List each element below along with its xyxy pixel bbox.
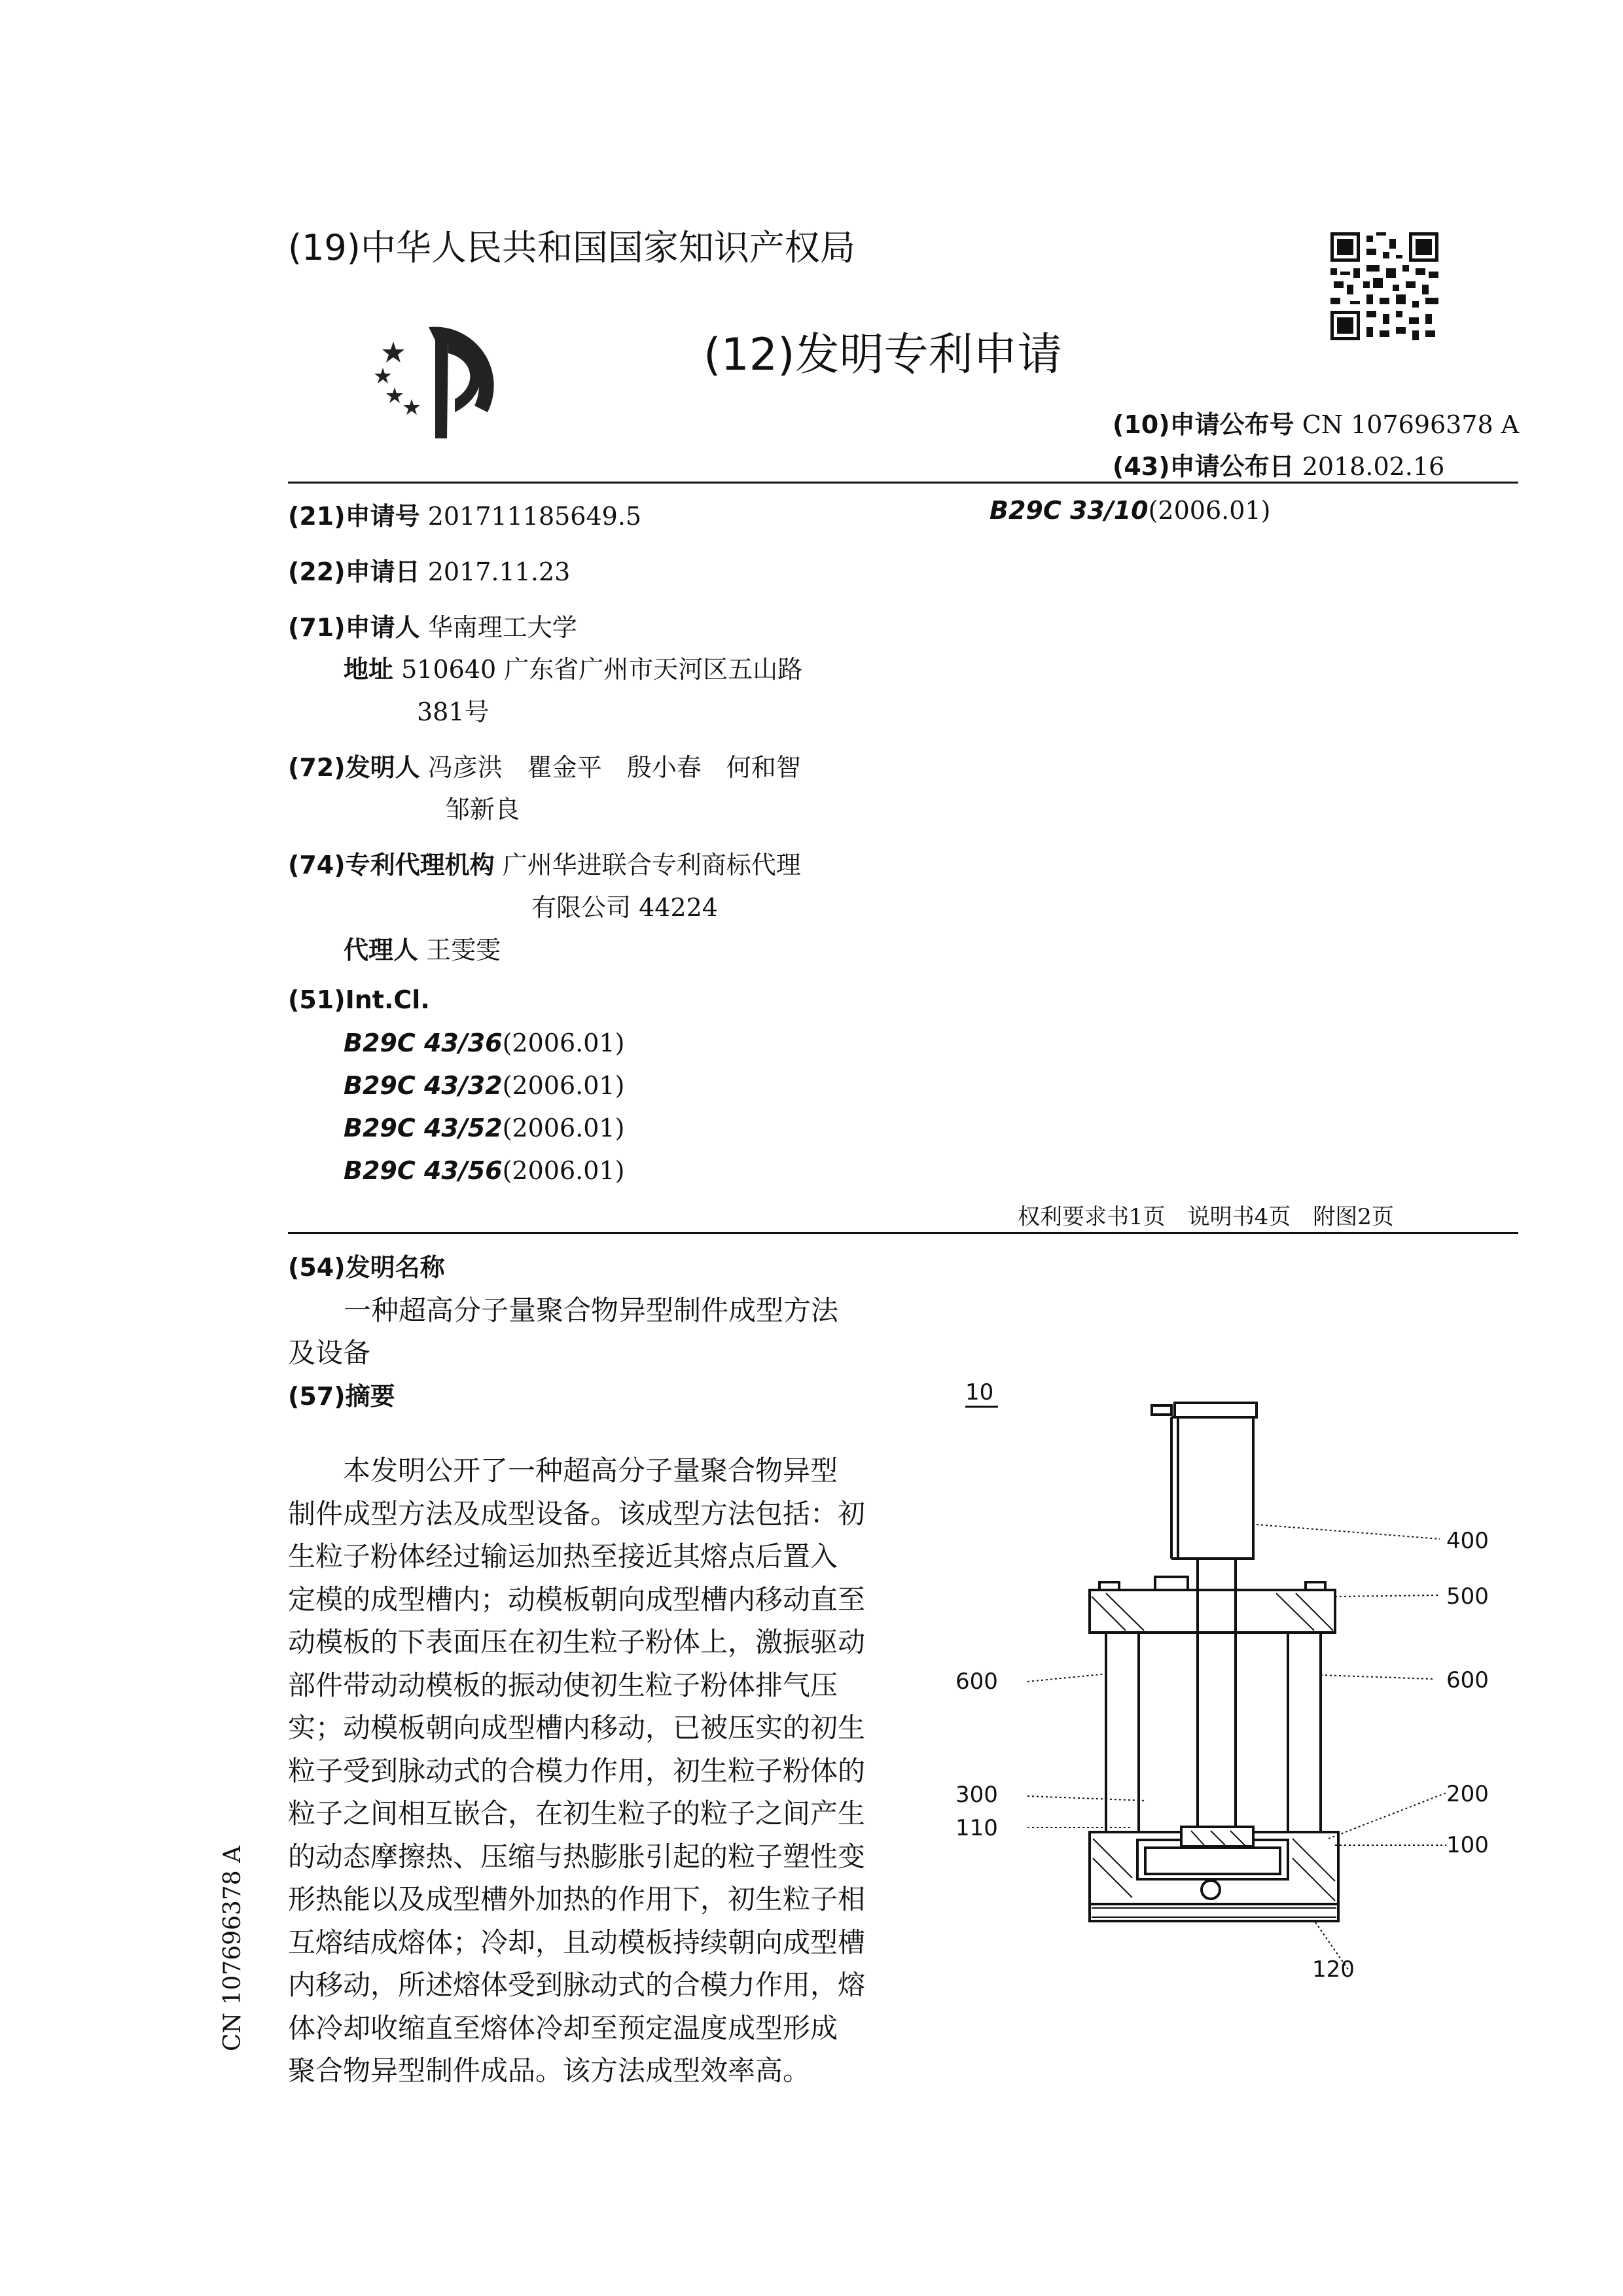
int-cl-code: B29C 43/56 [344, 1156, 503, 1185]
int-cl-code: B29C 43/32 [344, 1071, 503, 1100]
agent: 王雯雯 [426, 936, 501, 964]
right-column [1288, 1633, 1321, 1832]
abstract-line: 粒子之间相互嵌合，在初生粒子的粒子之间产生 [288, 1797, 866, 1829]
publication-number: CN 107696378 A [1302, 410, 1520, 439]
abstract-line: 实；动模板朝向成型槽内移动，已被压实的初生 [288, 1712, 866, 1744]
int-cl-item [344, 1156, 624, 1185]
int-cl-year: (2006.01) [502, 1029, 625, 1057]
abstract-line: 聚合物异型制件成品。该方法成型效率高。 [288, 2055, 811, 2087]
abstract-line: 内移动，所述熔体受到脉动式的合模力作用，熔 [288, 1969, 866, 2001]
cylinder [1178, 1417, 1253, 1559]
figure-label-400: 400 [1446, 1528, 1489, 1554]
side-publication-number: CN 107696378 A [219, 1845, 246, 2051]
agency-row [288, 845, 801, 881]
header-divider [288, 482, 1518, 484]
page-counts: 权利要求书1页 说明书4页 附图2页 [1018, 1204, 1394, 1230]
qr-code [1330, 232, 1438, 340]
figure-ref-10: 10 [965, 1379, 994, 1405]
base-plate [1090, 1904, 1338, 1921]
agent-row [344, 930, 501, 966]
top-cap [1175, 1403, 1257, 1417]
ipc-main-class [990, 496, 1270, 525]
int-cl-item [344, 1114, 624, 1142]
abstract-line: 生粒子粉体经过输运加热至接近其熔点后置入 [288, 1540, 838, 1572]
abstract-text [288, 1449, 887, 2093]
int-cl-year: (2006.01) [502, 1071, 625, 1100]
apparatus-figure [929, 1361, 1518, 1983]
int-cl-code: B29C 43/52 [344, 1114, 503, 1142]
publication-number-label: (10)申请公布号 [1113, 410, 1294, 439]
inventors-label: (72)发明人 [288, 753, 420, 782]
publication-date-row [1113, 446, 1444, 482]
agency-line1: 广州华进联合专利商标代理 [502, 851, 801, 879]
address-label: 地址 [344, 655, 394, 684]
agent-label: 代理人 [344, 936, 419, 964]
int-cl-year: (2006.01) [502, 1156, 625, 1185]
figure-label-500: 500 [1446, 1583, 1489, 1610]
left-column [1106, 1633, 1139, 1832]
abstract-line: 制件成型方法及成型设备。该成型方法包括：初 [288, 1497, 866, 1530]
application-number-row [288, 496, 641, 532]
applicant-label: (71)申请人 [288, 613, 420, 642]
figure-label-300: 300 [955, 1782, 998, 1808]
publication-date-label: (43)申请公布日 [1113, 452, 1294, 481]
publication-number-row [1113, 404, 1519, 440]
ipc-main-year: (2006.01) [1148, 496, 1271, 525]
figure-label-600-left: 600 [955, 1669, 998, 1695]
address-line2: 381号 [417, 698, 490, 726]
int-cl-label: (51)Int.Cl. [288, 985, 430, 1014]
figure-label-600-right: 600 [1446, 1667, 1489, 1693]
cap-tab [1152, 1405, 1171, 1415]
figure-label-100: 100 [1446, 1832, 1489, 1858]
abstract-line: 本发明公开了一种超高分子量聚合物异型 [288, 1455, 838, 1487]
figure-label-200: 200 [1446, 1781, 1489, 1807]
piston-rod [1198, 1559, 1236, 1830]
cnipa-logo [363, 314, 527, 445]
application-date: 2017.11.23 [427, 557, 571, 586]
abstract-label: (57)摘要 [288, 1382, 395, 1411]
figure-label-110: 110 [955, 1815, 998, 1841]
abstract-line: 部件带动动模板的振动使初生粒子粉体排气压 [288, 1669, 838, 1701]
title-line1: 一种超高分子量聚合物异型制件成型方法 [344, 1294, 839, 1326]
inventors-row [288, 747, 801, 783]
title-line2: 及设备 [288, 1337, 371, 1369]
ipc-main-code: B29C 33/10 [990, 496, 1149, 525]
agency-label: (74)专利代理机构 [288, 851, 495, 879]
abstract-line: 形热能以及成型槽外加热的作用下，初生粒子相 [288, 1883, 866, 1915]
int-cl-year: (2006.01) [502, 1114, 625, 1142]
publication-date: 2018.02.16 [1302, 452, 1445, 481]
abstract-line: 体冷却收缩直至熔体冷却至预定温度成型形成 [288, 2011, 838, 2044]
figure-label-120: 120 [1312, 1956, 1355, 1983]
application-number: 201711185649.5 [427, 502, 642, 531]
inventors-line1: 冯彦洪 瞿金平 殷小春 何和智 [427, 753, 801, 782]
abstract-line: 的动态摩擦热、压缩与热膨胀引起的粒子塑性变 [288, 1840, 866, 1873]
biblio-divider [288, 1232, 1518, 1234]
int-cl-item [344, 1071, 624, 1100]
applicant-row [288, 607, 577, 643]
abstract-line: 互熔结成熔体；冷却，且动模板持续朝向成型槽 [288, 1926, 866, 1958]
title-label: (54)发明名称 [288, 1253, 445, 1282]
address-row [344, 649, 802, 685]
application-number-label: (21)申请号 [288, 502, 420, 531]
document-type: (12)发明专利申请 [704, 329, 1062, 381]
inventors-line2: 邹新良 [445, 795, 520, 824]
abstract-line: 粒子受到脉动式的合模力作用，初生粒子粉体的 [288, 1754, 866, 1787]
office-name: (19)中华人民共和国国家知识产权局 [288, 227, 855, 268]
int-cl-code: B29C 43/36 [344, 1029, 503, 1057]
abstract-line: 定模的成型槽内；动模板朝向成型槽内移动直至 [288, 1583, 866, 1616]
address-line1: 510640 广东省广州市天河区五山路 [401, 655, 803, 684]
application-date-label: (22)申请日 [288, 557, 420, 586]
int-cl-item [344, 1029, 624, 1057]
abstract-line: 动模板的下表面压在初生粒子粉体上，激振驱动 [288, 1626, 866, 1658]
applicant: 华南理工大学 [427, 613, 577, 642]
application-date-row [288, 552, 570, 588]
agency-line2: 有限公司 44224 [531, 893, 718, 922]
